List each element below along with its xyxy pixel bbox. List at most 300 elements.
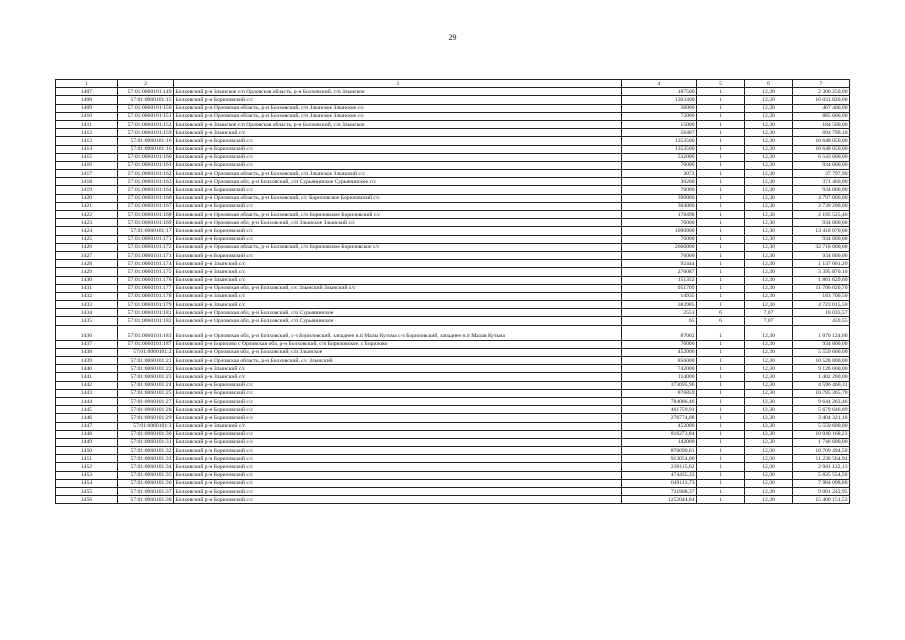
area-cell: 15000 — [622, 120, 697, 128]
address-cell: Болховский р-н Орловская обл, р-н Болховский, с-з Бориловский, западнее н.п Малы Кутьма с-з Бориловский, западнее н.п Малая Кутьма — [174, 325, 622, 340]
address-cell: Болховский р-н Бориловский с/с — [174, 479, 622, 487]
address-cell: Болховский р-н Орловская обл, р-н Болховский, с/п Злынское — [174, 348, 622, 356]
cadastral-value-cell: 9 001 242,95 — [793, 488, 850, 496]
row-number-cell: 1439 — [56, 357, 118, 365]
address-cell: Болховский р-н Злынский с/с — [174, 292, 622, 300]
area-cell: 239115,62 — [622, 463, 697, 471]
cadastral-number-cell: 57:01:0060101:179 — [118, 301, 174, 309]
address-cell: Болховский р-н Борилово с Орловская обл, р-н Болховский, с/п Бориловское, с Борилово — [174, 340, 622, 348]
row-number-cell: 1436 — [56, 325, 118, 340]
cadastral-number-cell: 57:01:0060101:159 — [118, 129, 174, 137]
area-cell: 913054,06 — [622, 455, 697, 463]
rate-cell: 12,30 — [745, 389, 793, 397]
area-cell: 2660000 — [622, 243, 697, 251]
column-header: 4 — [622, 80, 697, 88]
row-number-cell: 1427 — [56, 251, 118, 259]
area-cell: 1303400 — [622, 96, 697, 104]
area-cell: 452000 — [622, 348, 697, 356]
rate-cell: 12,30 — [745, 414, 793, 422]
table-row — [56, 178, 850, 186]
address-cell: Болховский р-н Бориловский с/с — [174, 227, 622, 235]
area-cell: 784086,46 — [622, 397, 697, 405]
table-row — [56, 365, 850, 373]
category-cell: 1 — [697, 129, 745, 137]
table-row — [56, 317, 850, 325]
row-number-cell: 1428 — [56, 260, 118, 268]
address-cell: Болховский р-н Злынский с/с — [174, 365, 622, 373]
cadastral-number-cell: 57:01:0060101:171 — [118, 235, 174, 243]
category-cell: 1 — [697, 112, 745, 120]
category-cell: 1 — [697, 104, 745, 112]
cadastral-value-cell: 1 137 061,20 — [793, 260, 850, 268]
category-cell: 1 — [697, 325, 745, 340]
cadastral-value-cell: 10 040 168,23 — [793, 430, 850, 438]
category-cell: 1 — [697, 301, 745, 309]
table-row — [56, 357, 850, 365]
row-number-cell: 1419 — [56, 186, 118, 194]
area-cell: 876859 — [622, 389, 697, 397]
category-cell: 1 — [697, 365, 745, 373]
table-row — [56, 96, 850, 104]
cadastral-number-cell: 57:01:0060101:177 — [118, 284, 174, 292]
category-cell: 1 — [697, 186, 745, 194]
address-cell: Болховский р-н Бориловский с/с — [174, 455, 622, 463]
table-row — [56, 455, 850, 463]
area-cell: 56487 — [622, 129, 697, 137]
row-number-cell: 1429 — [56, 268, 118, 276]
address-cell: Болховский р-н Злынский с/с — [174, 260, 622, 268]
cadastral-value-cell: 5 559 600,00 — [793, 422, 850, 430]
row-number-cell: 1442 — [56, 381, 118, 389]
cadastral-number-cell: 57:01:0060101:15 — [118, 96, 174, 104]
table-row — [56, 438, 850, 446]
rate-cell: 12,30 — [745, 88, 793, 96]
table-row — [56, 381, 850, 389]
rate-cell: 12,30 — [745, 276, 793, 284]
column-header: 7 — [793, 80, 850, 88]
rate-cell: 12,30 — [745, 96, 793, 104]
row-number-cell: 1423 — [56, 219, 118, 227]
cadastral-number-cell: 57:01:0060101:30 — [118, 430, 174, 438]
rate-cell: 12,30 — [745, 202, 793, 210]
address-cell: Болховский р-н Бориловский с/с — [174, 153, 622, 161]
address-cell: Болховский р-н Злынский с/с — [174, 268, 622, 276]
rate-cell: 12,30 — [745, 479, 793, 487]
address-cell: Болховский р-н Бориловский с/с — [174, 96, 622, 104]
table-row — [56, 309, 850, 317]
cadastral-number-cell: 57:01:0060101:181 — [118, 309, 174, 317]
row-number-cell: 1451 — [56, 455, 118, 463]
rate-cell: 12,30 — [745, 219, 793, 227]
row-number-cell: 1411 — [56, 120, 118, 128]
category-cell: 1 — [697, 422, 745, 430]
area-cell: 1353500 — [622, 145, 697, 153]
column-header: 2 — [118, 80, 174, 88]
address-cell: Болховский р-н Бориловский с/с — [174, 496, 622, 504]
table-row — [56, 260, 850, 268]
table-row — [56, 202, 850, 210]
cadastral-number-cell: 57:01:0060101:162 — [118, 170, 174, 178]
row-number-cell: 1449 — [56, 438, 118, 446]
rate-cell: 12,30 — [745, 145, 793, 153]
category-cell: 1 — [697, 194, 745, 202]
table-row — [56, 284, 850, 292]
cadastral-number-cell: 57:01:0060101:183 — [118, 325, 174, 340]
area-cell: 76000 — [622, 219, 697, 227]
row-number-cell: 1452 — [56, 463, 118, 471]
cadastral-value-cell: 1 070 124,60 — [793, 325, 850, 340]
row-number-cell: 1440 — [56, 365, 118, 373]
cadastral-value-cell: 16 648 050,00 — [793, 145, 850, 153]
category-cell: 1 — [697, 235, 745, 243]
rate-cell: 12,30 — [745, 463, 793, 471]
cadastral-value-cell: 5 835 554,56 — [793, 471, 850, 479]
area-cell: 3073 — [622, 170, 697, 178]
cadastral-value-cell: 2 195 525,40 — [793, 211, 850, 219]
rate-cell: 12,30 — [745, 496, 793, 504]
area-cell: 72000 — [622, 112, 697, 120]
cadastral-number-cell: 57:01:0060101:23 — [118, 373, 174, 381]
area-cell: 76000 — [622, 251, 697, 259]
address-cell: Болховский р-н Бориловский с/с — [174, 471, 622, 479]
address-cell: Болховский р-н Бориловский с/с — [174, 463, 622, 471]
cadastral-number-cell: 57:01:0060101:152 — [118, 120, 174, 128]
rate-cell: 12,30 — [745, 251, 793, 259]
address-cell: Болховский р-н Бориловский с/с — [174, 438, 622, 446]
cadastral-value-cell: 371 460,00 — [793, 178, 850, 186]
address-cell: Болховский р-н Орловская обл, р-н Болховский, с/п Сурьянинское Сурьянинское с/с — [174, 178, 622, 186]
row-number-cell: 1431 — [56, 284, 118, 292]
table-row — [56, 186, 850, 194]
address-cell: Болховский р-н Орловская обл, р-н Болховский, с/п Злынское Злынский с/с — [174, 219, 622, 227]
area-cell: 390000 — [622, 194, 697, 202]
rate-cell: 12,30 — [745, 153, 793, 161]
cadastral-value-cell: 934 800,00 — [793, 219, 850, 227]
category-cell: 1 — [697, 471, 745, 479]
area-cell: 38000 — [622, 104, 697, 112]
row-number-cell: 1430 — [56, 276, 118, 284]
row-number-cell: 1417 — [56, 170, 118, 178]
rate-cell: 12,30 — [745, 211, 793, 219]
table-row — [56, 120, 850, 128]
rate-cell: 12,30 — [745, 438, 793, 446]
cadastral-value-cell: 18 035,57 — [793, 309, 850, 317]
address-cell: Болховский р-н Бориловский с/с — [174, 251, 622, 259]
cadastral-number-cell: 57:01:0060101:175 — [118, 268, 174, 276]
cadastral-number-cell: 57:01:0060101:27 — [118, 397, 174, 405]
category-cell: 1 — [697, 88, 745, 96]
area-cell: 76000 — [622, 161, 697, 169]
rate-cell: 12,30 — [745, 104, 793, 112]
table-row — [56, 292, 850, 300]
row-number-cell: 1408 — [56, 96, 118, 104]
cadastral-number-cell: 57:01:0060101:29 — [118, 414, 174, 422]
cadastral-value-cell: 4 596 460,31 — [793, 381, 850, 389]
cadastral-value-cell: 934 800,00 — [793, 186, 850, 194]
cadastral-value-cell: 1 746 600,00 — [793, 438, 850, 446]
area-cell: 1090900 — [622, 227, 697, 235]
category-cell: 1 — [697, 463, 745, 471]
area-cell: 1252044,84 — [622, 496, 697, 504]
table-row — [56, 348, 850, 356]
table-row — [56, 88, 850, 96]
area-cell: 373695,96 — [622, 381, 697, 389]
category-cell: 1 — [697, 488, 745, 496]
address-cell: Болховский р-н Орловская область, р-н Болховский, с/с Бориловское Бориловский с/с — [174, 194, 622, 202]
category-cell: 1 — [697, 357, 745, 365]
cadastral-number-cell: 57:01:0060101:28 — [118, 406, 174, 414]
rate-cell: 12,30 — [745, 455, 793, 463]
cadastral-number-cell: 57:01:0060101:3 — [118, 422, 174, 430]
cadastral-value-cell: 934 800,00 — [793, 161, 850, 169]
rate-cell: 12,30 — [745, 301, 793, 309]
cadastral-number-cell: 57:01:0060101:24 — [118, 381, 174, 389]
row-number-cell: 1425 — [56, 235, 118, 243]
cadastral-value-cell: 9 126 600,00 — [793, 365, 850, 373]
cadastral-value-cell: 6 543 600,00 — [793, 153, 850, 161]
cadastral-number-cell: 57:01:0060101:25 — [118, 389, 174, 397]
row-number-cell: 1450 — [56, 447, 118, 455]
cadastral-value-cell: 183 700,50 — [793, 292, 850, 300]
category-cell: 1 — [697, 153, 745, 161]
cadastral-number-cell: 57:01:0060101:168 — [118, 211, 174, 219]
rate-cell: 12,30 — [745, 120, 793, 128]
area-cell: 14935 — [622, 292, 697, 300]
table-row — [56, 389, 850, 397]
table-row — [56, 325, 850, 340]
area-cell: 856000 — [622, 357, 697, 365]
area-cell: 114000 — [622, 373, 697, 381]
column-header: 5 — [697, 80, 745, 88]
category-cell: 1 — [697, 348, 745, 356]
area-cell: 30200 — [622, 178, 697, 186]
category-cell: 1 — [697, 145, 745, 153]
address-cell: Болховский р-н Орловская область, р-н Болховский, с/с Злынский — [174, 357, 622, 365]
address-cell: Болховский р-н Бориловский с/с — [174, 414, 622, 422]
rate-cell: 12,30 — [745, 137, 793, 145]
rate-cell: 12,30 — [745, 430, 793, 438]
table-row — [56, 301, 850, 309]
row-number-cell: 1443 — [56, 389, 118, 397]
area-cell: 649113,73 — [622, 479, 697, 487]
row-number-cell: 1447 — [56, 422, 118, 430]
row-number-cell: 1446 — [56, 414, 118, 422]
address-cell: Болховский р-н Орловская обл, р-н Болховский, с/п Сурьянинское — [174, 317, 622, 325]
address-cell: Болховский р-н Злынский с/с — [174, 373, 622, 381]
row-number-cell: 1448 — [56, 430, 118, 438]
cadastral-number-cell: 57:01:0060101:160 — [118, 153, 174, 161]
row-number-cell: 1424 — [56, 227, 118, 235]
area-cell: 187500 — [622, 88, 697, 96]
address-cell: Болховский р-н Бориловский с/с — [174, 137, 622, 145]
address-cell: Болховский р-н Бориловский с/с — [174, 161, 622, 169]
address-cell: Болховский р-н Орловская область, р-н Болховский, с/п Злынское Злынский с/с — [174, 170, 622, 178]
row-number-cell: 1437 — [56, 340, 118, 348]
area-cell: 76000 — [622, 340, 697, 348]
address-cell: Болховский р-н Бориловский с/с — [174, 430, 622, 438]
area-cell: 276087 — [622, 268, 697, 276]
rate-cell: 12,30 — [745, 227, 793, 235]
cadastral-number-cell: 57:01:0060101:164 — [118, 186, 174, 194]
cadastral-number-cell: 57:01:0060101:17 — [118, 227, 174, 235]
cadastral-value-cell: 5 559 600,00 — [793, 348, 850, 356]
rate-cell: 12,30 — [745, 373, 793, 381]
table-row — [56, 227, 850, 235]
cadastral-value-cell: 4 797 000,00 — [793, 194, 850, 202]
address-cell: Болховский р-н Орловская область, р-н Болховский, с/п Злынское Злынское с/с — [174, 112, 622, 120]
rate-cell: 12,30 — [745, 325, 793, 340]
rate-cell: 12,30 — [745, 397, 793, 405]
address-cell: Болховский р-н Бориловский с/с — [174, 447, 622, 455]
row-number-cell: 1422 — [56, 211, 118, 219]
cadastral-number-cell: 57:01:0060101:151 — [118, 112, 174, 120]
category-cell: 1 — [697, 496, 745, 504]
category-cell: 1 — [697, 397, 745, 405]
cadastral-value-cell: 934 800,00 — [793, 340, 850, 348]
category-cell: 1 — [697, 406, 745, 414]
row-number-cell: 1444 — [56, 397, 118, 405]
rate-cell: 7,07 — [745, 309, 793, 317]
area-cell: 276774,08 — [622, 414, 697, 422]
category-cell: 1 — [697, 414, 745, 422]
address-cell: Болховский р-н Злынский с/с — [174, 276, 622, 284]
rate-cell: 12,30 — [745, 471, 793, 479]
table-row — [56, 397, 850, 405]
row-number-cell: 1409 — [56, 104, 118, 112]
cadastral-value-cell: 3 395 870,10 — [793, 268, 850, 276]
rate-cell: 12,30 — [745, 161, 793, 169]
category-cell: 1 — [697, 292, 745, 300]
table-row — [56, 406, 850, 414]
category-cell: 1 — [697, 227, 745, 235]
cadastral-value-cell: 1 861 629,60 — [793, 276, 850, 284]
cadastral-value-cell: 1 402 200,00 — [793, 373, 850, 381]
category-cell: 1 — [697, 251, 745, 259]
rate-cell: 12,30 — [745, 348, 793, 356]
cadastral-value-cell: 2 941 122,13 — [793, 463, 850, 471]
row-number-cell: 1432 — [56, 292, 118, 300]
rate-cell: 12,30 — [745, 170, 793, 178]
category-cell: 6 — [697, 317, 745, 325]
cadastral-number-cell: 57:01:0060101:36 — [118, 479, 174, 487]
area-cell: 151352 — [622, 276, 697, 284]
cadastral-value-cell: 934 800,00 — [793, 235, 850, 243]
address-cell: Болховский р-н Злынское с/п Орловская область, р-н Болховский, с/п Злынское — [174, 88, 622, 96]
address-cell: Болховский р-н Злынское с/п Орловская область, р-н Болховский, с/п Злынское — [174, 120, 622, 128]
category-cell: 1 — [697, 120, 745, 128]
category-cell: 1 — [697, 447, 745, 455]
category-cell: 1 — [697, 243, 745, 251]
rate-cell: 12,30 — [745, 292, 793, 300]
cadastral-number-cell: 57:01:0060101:22 — [118, 365, 174, 373]
table-row — [56, 447, 850, 455]
table-body — [56, 88, 850, 504]
category-cell: 1 — [697, 219, 745, 227]
row-number-cell: 1454 — [56, 479, 118, 487]
category-cell: 1 — [697, 284, 745, 292]
table-row — [56, 430, 850, 438]
cadastral-value-cell: 13 418 070,00 — [793, 227, 850, 235]
address-cell: Болховский р-н Злынский с/с — [174, 422, 622, 430]
category-cell: 1 — [697, 96, 745, 104]
category-cell: 1 — [697, 268, 745, 276]
category-cell: 1 — [697, 170, 745, 178]
table-row — [56, 129, 850, 137]
area-cell: 76000 — [622, 235, 697, 243]
cadastral-value-cell: 11 706 020,70 — [793, 284, 850, 292]
row-number-cell: 1453 — [56, 471, 118, 479]
address-cell: Болховский р-н Бориловский с/с — [174, 186, 622, 194]
row-number-cell: 1438 — [56, 348, 118, 356]
table-row — [56, 268, 850, 276]
table-row — [56, 112, 850, 120]
cadastral-value-cell: 11 230 564,94 — [793, 455, 850, 463]
table-row — [56, 211, 850, 219]
cadastral-number-cell: 57:01:0060101:150 — [118, 104, 174, 112]
cadastral-number-cell: 57:01:0060101:172 — [118, 243, 174, 251]
area-cell: 461759,91 — [622, 406, 697, 414]
category-cell: 1 — [697, 202, 745, 210]
table-row — [56, 219, 850, 227]
row-number-cell: 1456 — [56, 496, 118, 504]
cadastral-value-cell: 885 600,00 — [793, 112, 850, 120]
area-cell: 92444 — [622, 260, 697, 268]
table-row — [56, 463, 850, 471]
table-row — [56, 194, 850, 202]
rate-cell: 12,30 — [745, 357, 793, 365]
area-cell: 742000 — [622, 365, 697, 373]
cadastral-value-cell: 37 797,90 — [793, 170, 850, 178]
table-row — [56, 276, 850, 284]
table-row — [56, 145, 850, 153]
cadastral-number-cell: 57:01:0060101:34 — [118, 463, 174, 471]
rate-cell: 12,30 — [745, 235, 793, 243]
area-cell: 304000 — [622, 202, 697, 210]
cadastral-value-cell: 4 723 015,50 — [793, 301, 850, 309]
address-cell: Болховский р-н Бориловский с/с — [174, 488, 622, 496]
row-number-cell: 1418 — [56, 178, 118, 186]
cadastral-value-cell: 10 785 365,70 — [793, 389, 850, 397]
cadastral-value-cell: 3 739 200,00 — [793, 202, 850, 210]
cadastral-value-cell: 10 528 800,00 — [793, 357, 850, 365]
column-header: 3 — [174, 80, 622, 88]
row-number-cell: 1435 — [56, 317, 118, 325]
rate-cell: 12,30 — [745, 284, 793, 292]
category-cell: 1 — [697, 340, 745, 348]
area-cell: 816273,84 — [622, 430, 697, 438]
category-cell: 1 — [697, 137, 745, 145]
cadastral-number-cell: 57:01:0060101:16 — [118, 137, 174, 145]
area-cell: 87002 — [622, 325, 697, 340]
table-row — [56, 488, 850, 496]
category-cell: 1 — [697, 260, 745, 268]
category-cell: 1 — [697, 381, 745, 389]
cadastral-number-cell: 57:01:0060101:161 — [118, 161, 174, 169]
area-cell: 65 — [622, 317, 697, 325]
table-row — [56, 422, 850, 430]
cadastral-number-cell: 57:01:0060101:173 — [118, 251, 174, 259]
table-row — [56, 153, 850, 161]
address-cell: Болховский р-н Бориловский с/с — [174, 406, 622, 414]
area-cell: 1353500 — [622, 137, 697, 145]
address-cell: Болховский р-н Бориловский с/с — [174, 202, 622, 210]
category-cell: 1 — [697, 211, 745, 219]
rate-cell: 12,30 — [745, 340, 793, 348]
cadastral-number-cell: 57:01:0060101:169 — [118, 219, 174, 227]
rate-cell: 12,30 — [745, 129, 793, 137]
address-cell: Болховский р-н Злынский с/с — [174, 129, 622, 137]
rate-cell: 12,30 — [745, 260, 793, 268]
